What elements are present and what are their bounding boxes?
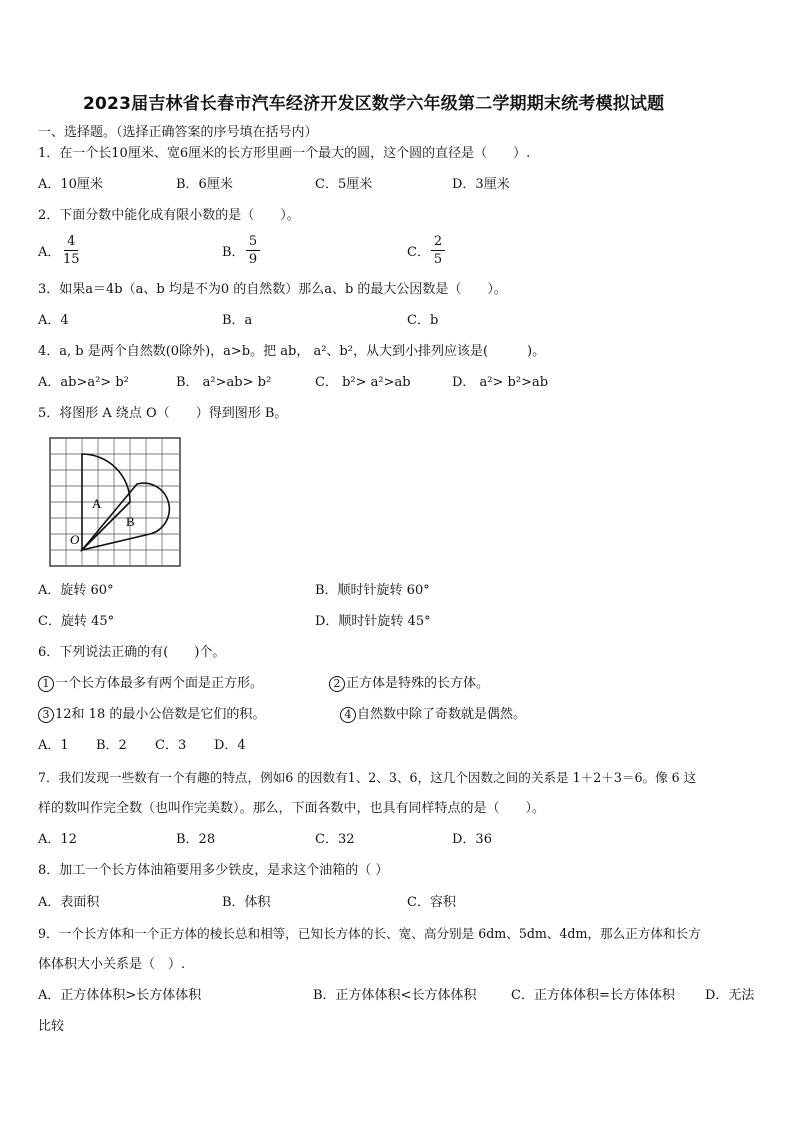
q4-option-c: C． b²> a²>ab [315, 375, 411, 390]
question-2-stem: 2．下面分数中能化成有限小数的是（ ）。 [38, 208, 300, 223]
statement-text: 一个长方体最多有两个面是正方形。 [55, 676, 264, 691]
q1-option-a: A．10厘米 [38, 177, 103, 192]
q8-option-c: C．容积 [407, 895, 456, 910]
question-3-stem: 3．如果a＝4b（a、b 均是不为0 的自然数）那么a、b 的最大公因数是（ ）。 [38, 282, 507, 297]
q6-option-b: B．2 [96, 738, 127, 753]
q3-option-c: C．b [407, 313, 439, 328]
circled-number: 1 [38, 676, 54, 692]
fraction-bar [431, 250, 445, 251]
radius-line [82, 502, 130, 550]
q3-option-a: A．4 [38, 313, 69, 328]
q7-option-d: D．36 [452, 832, 492, 847]
fraction-bar [246, 250, 260, 251]
q1-option-b: B．6厘米 [176, 177, 233, 192]
q1-option-d: D．3厘米 [452, 177, 510, 192]
q5-option-a: A．旋转 60° [38, 583, 114, 598]
q9-option-d: D．无法 [705, 988, 755, 1003]
q4-option-b: B． a²>ab> b² [176, 375, 272, 390]
q2-c-denominator: 5 [433, 252, 443, 267]
q2-option-c-label: C． [407, 245, 430, 260]
q6-statement-1 [38, 676, 263, 692]
page-title: 2023届吉林省长春市汽车经济开发区数学六年级第二学期期末统考模拟试题 [83, 94, 665, 114]
label-o: O [70, 532, 80, 547]
q7-option-a: A．12 [38, 832, 77, 847]
question-8-stem: 8．加工一个长方体油箱要用多少铁皮，是求这个油箱的（ ） [38, 863, 389, 878]
q5-option-c: C．旋转 45° [38, 614, 115, 629]
question-6-stem: 6．下列说法正确的有( )个。 [38, 645, 226, 660]
q3-option-b: B．a [222, 313, 253, 328]
q6-option-d: D．4 [214, 738, 246, 753]
question-9-line-1: 9．一个长方体和一个正方体的棱长总和相等，已知长方体的长、宽、高分别是 6dm、5dm、4dm，那么正方体和长方 [38, 926, 701, 941]
q4-option-a: A．ab>a²> b² [38, 375, 129, 390]
q8-option-b: B．体积 [222, 895, 271, 910]
statement-text: 自然数中除了奇数就是偶然。 [357, 707, 527, 722]
circled-number: 3 [38, 707, 54, 723]
q5-option-d: D．顺时针旋转 45° [315, 614, 431, 629]
q6-statement-2 [329, 676, 489, 692]
section-heading: 一、选择题。（选择正确答案的序号填在括号内） [38, 125, 318, 140]
q2-c-numerator: 2 [433, 234, 443, 249]
circled-number: 2 [329, 676, 345, 692]
statement-text: 12和 18 的最小公倍数是它们的积。 [55, 707, 266, 722]
q9-option-d-continued: 比较 [38, 1019, 65, 1034]
q1-option-c: C．5厘米 [315, 177, 373, 192]
question-4-stem: 4．a, b 是两个自然数(0除外)，a>b。把 ab， a²、b²，从大到小排列应该是( )。 [38, 344, 546, 359]
q2-option-b-fraction [246, 234, 260, 267]
q2-b-numerator: 5 [248, 234, 258, 249]
q2-option-c-fraction [431, 234, 445, 267]
q7-option-b: B．28 [176, 832, 216, 847]
q2-option-b-label: B． [222, 245, 245, 260]
q6-option-c: C．3 [155, 738, 187, 753]
q2-option-a-label: A． [38, 245, 61, 260]
statement-text: 正方体是特殊的长方体。 [346, 676, 490, 691]
q6-statement-3 [38, 707, 265, 723]
q9-option-b: B．正方体体积<长方体体积 [313, 988, 477, 1003]
q7-option-c: C．32 [315, 832, 355, 847]
q9-option-a: A．正方体体积>长方体体积 [38, 988, 202, 1003]
q4-option-d: D． a²> b²>ab [452, 375, 549, 390]
q6-option-a: A．1 [38, 738, 69, 753]
q2-b-denominator: 9 [248, 252, 258, 267]
q8-option-a: A．表面积 [38, 895, 100, 910]
q9-option-c: C．正方体体积=长方体体积 [511, 988, 675, 1003]
fraction-bar [64, 250, 78, 251]
label-b: B [126, 514, 135, 529]
q2-a-denominator: 15 [63, 252, 80, 267]
label-a: A [92, 496, 102, 511]
question-5-stem: 5．将图形 A 绕点 O（ ）得到图形 B。 [38, 406, 288, 421]
question-9-line-2: 体体积大小关系是（ ）. [38, 957, 186, 972]
q6-statement-4 [340, 707, 526, 723]
question-7-line-2: 样的数叫作完全数（也叫作完美数）。那么，下面各数中，也具有同样特点的是（ ）。 [38, 801, 546, 816]
q2-option-a-fraction [63, 234, 80, 267]
circled-number: 4 [340, 707, 356, 723]
question-1-stem: 1．在一个长10厘米、宽6厘米的长方形里画一个最大的圆，这个圆的直径是（ ）. [38, 146, 531, 161]
question-7-line-1: 7．我们发现一些数有一个有趣的特点，例如6 的因数有1、2、3、6，这几个因数之间的关系是 1＋2＋3＝6。像 6 这 [38, 770, 697, 785]
q5-option-b: B．顺时针旋转 60° [315, 583, 430, 598]
q2-a-numerator: 4 [67, 234, 76, 249]
rotation-figure [48, 436, 182, 568]
